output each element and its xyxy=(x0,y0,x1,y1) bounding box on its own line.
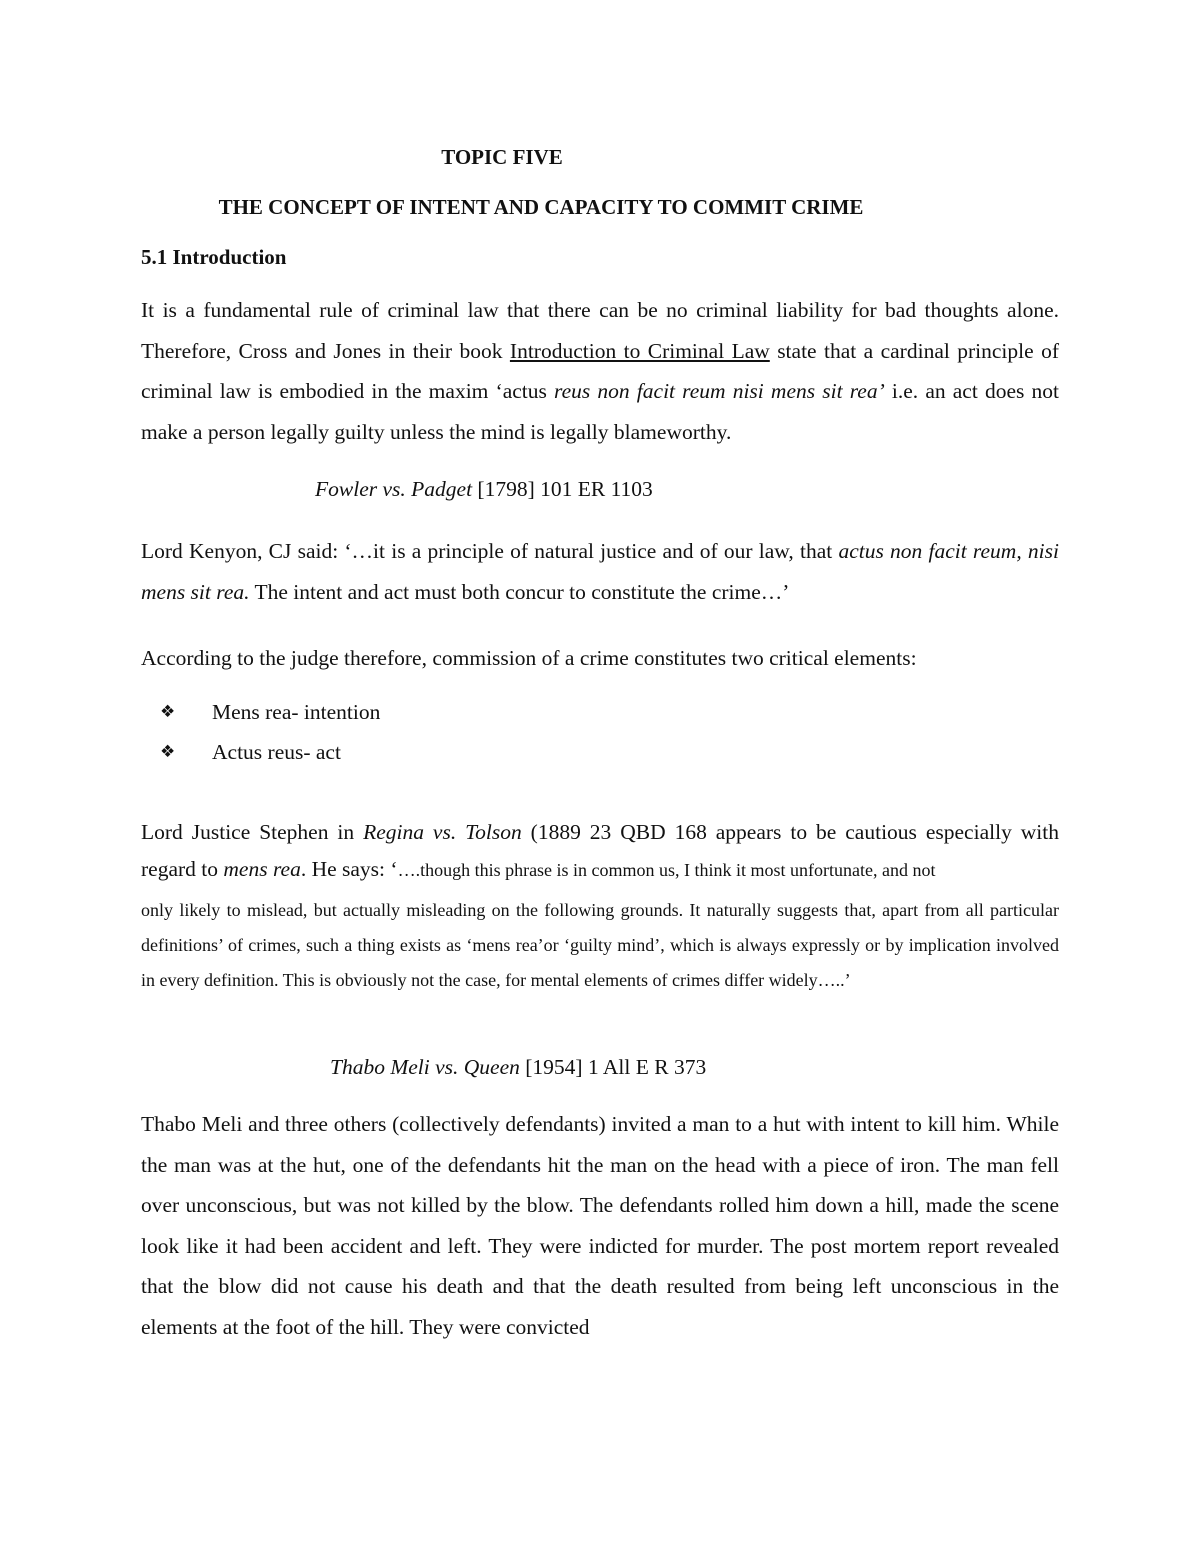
intro-text-2: state that a cardinal principle of criminal law is embodied in the maxim ‘actus xyxy=(141,338,1059,403)
elements-list xyxy=(160,698,380,778)
case-citation-thabo xyxy=(330,1055,706,1080)
judge-line: According to the judge therefore, commission of a crime constitutes two critical elements: xyxy=(141,646,917,670)
kenyon-text-2: The intent and act must both concur to constitute the crime…’ xyxy=(249,579,790,604)
maxim-italic: reus non facit reum nisi mens sit rea’ xyxy=(554,379,885,403)
diamond-bullet-icon: ❖ xyxy=(160,742,176,762)
diamond-bullet-icon: ❖ xyxy=(160,702,176,722)
stephen-text-2: (1889 23 QBD 168 appears to be cautious especially with regard to xyxy=(141,820,1059,881)
main-title: THE CONCEPT OF INTENT AND CAPACITY TO COMMIT CRIME xyxy=(218,195,864,219)
mens-rea-italic: mens rea xyxy=(223,857,301,881)
intro-text-1: It is a fundamental rule of criminal law that there can be no criminal liability for bad thoughts alone. Therefore, Cross and Jones in their book xyxy=(141,298,1059,363)
kenyon-text-1: Lord Kenyon, CJ said: ‘…it is a principle of natural justice and of our law, that xyxy=(141,539,839,563)
intro-paragraph xyxy=(141,290,1059,452)
kenyon-maxim: actus non facit reum, nisi mens sit rea. xyxy=(141,539,1059,604)
intro-text-3: i.e. an act does not make a person legally guilty unless the mind is legally blameworthy. xyxy=(141,379,1059,444)
case-citation: [1954] 1 All E R 373 xyxy=(519,1055,707,1079)
stephen-case: Regina vs. Tolson xyxy=(363,820,522,844)
section-heading: 5.1 Introduction xyxy=(141,245,287,269)
kenyon-paragraph xyxy=(141,531,1059,612)
book-title: Introduction to Criminal Law xyxy=(509,338,770,363)
stephen-text-1: Lord Justice Stephen in xyxy=(141,820,364,844)
thabo-facts-paragraph: Thabo Meli and three others (collectively defendants) invited a man to a hut with intent to kill him. While the man was at the hut, one of the defendants hit the man on the head with a piece of iron. The man fell over unconscious, but was not killed by the blow. The defendants rolled him down a hill, made the scene look like it had been accident and left. They were indicted for murder. The post mortem report revealed that the blow did not cause his death and that the death resulted from being left unconscious in the elements at the foot of the hill. They were convicted xyxy=(141,1112,1059,1339)
stephen-paragraph xyxy=(141,814,1059,888)
case-name: Thabo Meli vs. Queen xyxy=(330,1055,520,1079)
list-item xyxy=(160,738,380,778)
list-item-label: Mens rea- intention xyxy=(212,700,381,724)
list-item-label: Actus reus- act xyxy=(212,740,341,764)
stephen-quote: only likely to mislead, but actually misleading on the following grounds. It naturally suggests that, apart from all particular definitions’ of crimes, such a thing exists as ‘mens rea’or ‘guilty mind’, which is always expressly or by implication involved in every definition. This is obviously not the case, for mental elements of crimes differ widely…..’ xyxy=(141,900,1059,990)
list-item xyxy=(160,698,380,738)
stephen-quote-start: ….though this phrase is in common us, I think it most unfortunate, and not xyxy=(397,860,936,880)
case-citation-fowler xyxy=(315,477,653,502)
case-name: Fowler vs. Padget xyxy=(315,477,473,501)
stephen-text-3: . He says: ‘ xyxy=(300,857,398,881)
case-citation: [1798] 101 ER 1103 xyxy=(472,477,653,501)
topic-label: TOPIC FIVE xyxy=(441,145,563,169)
